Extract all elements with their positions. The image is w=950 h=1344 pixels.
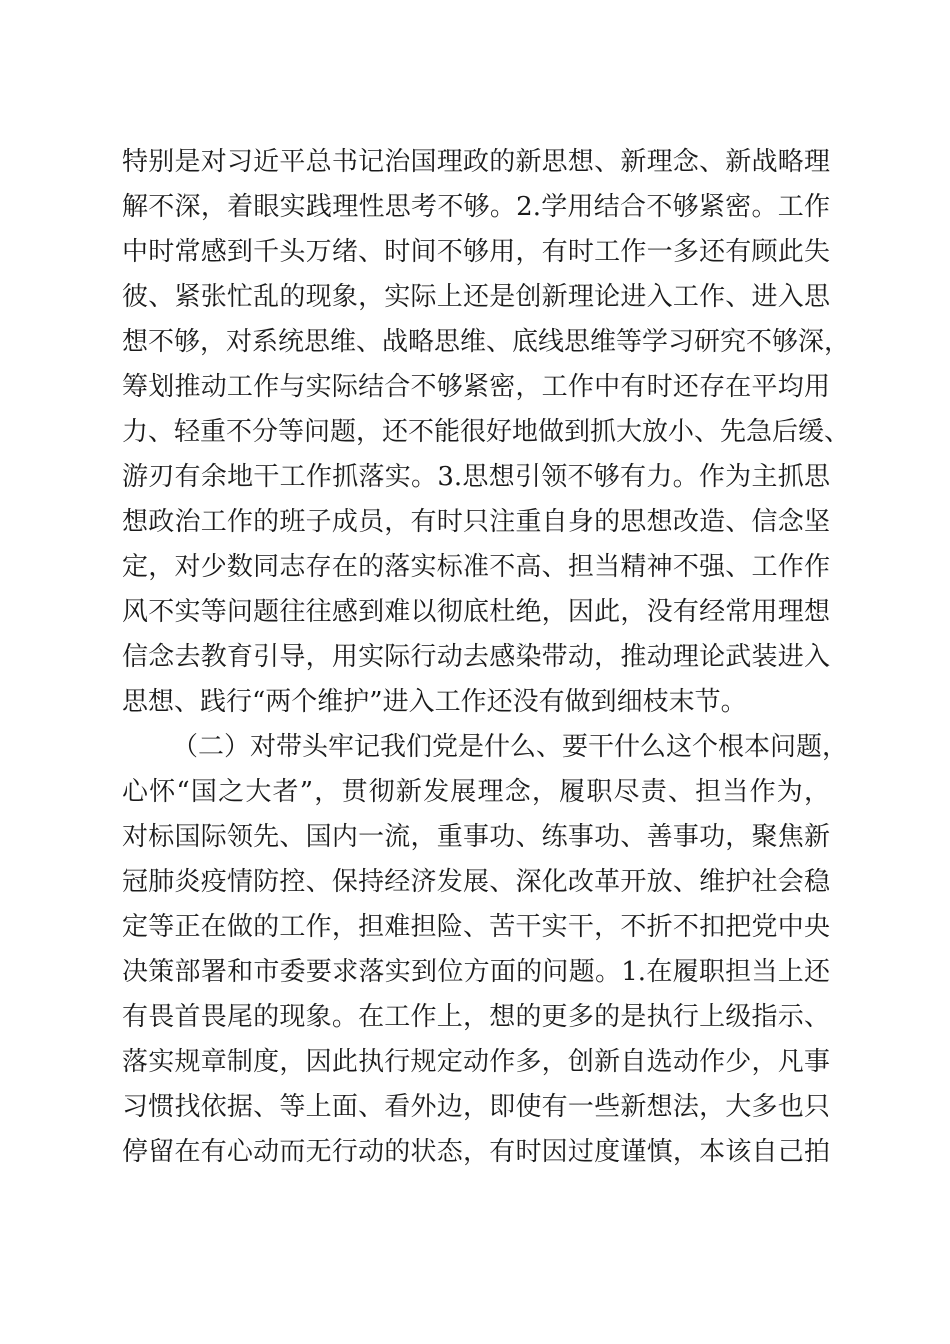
text-line-17: 冠肺炎疫情防控、保持经济发展、深化改革开放、维护社会稳	[122, 867, 830, 897]
text-line-1: 特别是对习近平总书记治国理政的新思想、新理念、新战略理	[122, 147, 830, 177]
text-line-5: 想不够，对系统思维、战略思维、底线思维等学习研究不够深，	[122, 327, 851, 357]
text-line-22: 习惯找依据、等上面、看外边，即使有一些新想法，大多也只	[122, 1092, 830, 1122]
text-line-6: 筹划推动工作与实际结合不够紧密，工作中有时还存在平均用	[122, 372, 830, 402]
text-line-19: 决策部署和市委要求落实到位方面的问题。1.在履职担当上还	[122, 957, 830, 987]
text-line-21: 落实规章制度，因此执行规定动作多，创新自选动作少，凡事	[122, 1047, 830, 1077]
text-line-11: 风不实等问题往往感到难以彻底杜绝，因此，没有经常用理想	[122, 597, 830, 627]
text-line-13: 思想、践行“两个维护”进入工作还没有做到细枝末节。	[122, 687, 747, 717]
text-line-18: 定等正在做的工作，担难担险、苦干实干，不折不扣把党中央	[122, 912, 830, 942]
text-line-23: 停留在有心动而无行动的状态，有时因过度谨慎，本该自己拍	[122, 1137, 830, 1167]
text-line-12: 信念去教育引导，用实际行动去感染带动，推动理论武装进入	[122, 642, 830, 672]
text-line-3: 中时常感到千头万绪、时间不够用，有时工作一多还有顾此失	[122, 237, 830, 267]
text-line-4: 彼、紧张忙乱的现象，实际上还是创新理论进入工作、进入思	[122, 282, 830, 312]
text-line-2: 解不深，着眼实践理性思考不够。2.学用结合不够紧密。工作	[122, 192, 830, 222]
text-line-8: 游刃有余地干工作抓落实。3.思想引领不够有力。作为主抓思	[122, 462, 830, 492]
text-line-20: 有畏首畏尾的现象。在工作上，想的更多的是执行上级指示、	[122, 1002, 830, 1032]
text-line-14: （二）对带头牢记我们党是什么、要干什么这个根本问题，	[172, 732, 849, 762]
text-line-15: 心怀“国之大者”，贯彻新发展理念，履职尽责、担当作为，	[122, 777, 830, 807]
text-line-10: 定，对少数同志存在的落实标准不高、担当精神不强、工作作	[122, 552, 830, 582]
text-line-7: 力、轻重不分等问题，还不能很好地做到抓大放小、先急后缓、	[122, 417, 851, 447]
text-line-16: 对标国际领先、国内一流，重事功、练事功、善事功，聚焦新	[122, 822, 830, 852]
text-line-9: 想政治工作的班子成员，有时只注重自身的思想改造、信念坚	[122, 507, 830, 537]
